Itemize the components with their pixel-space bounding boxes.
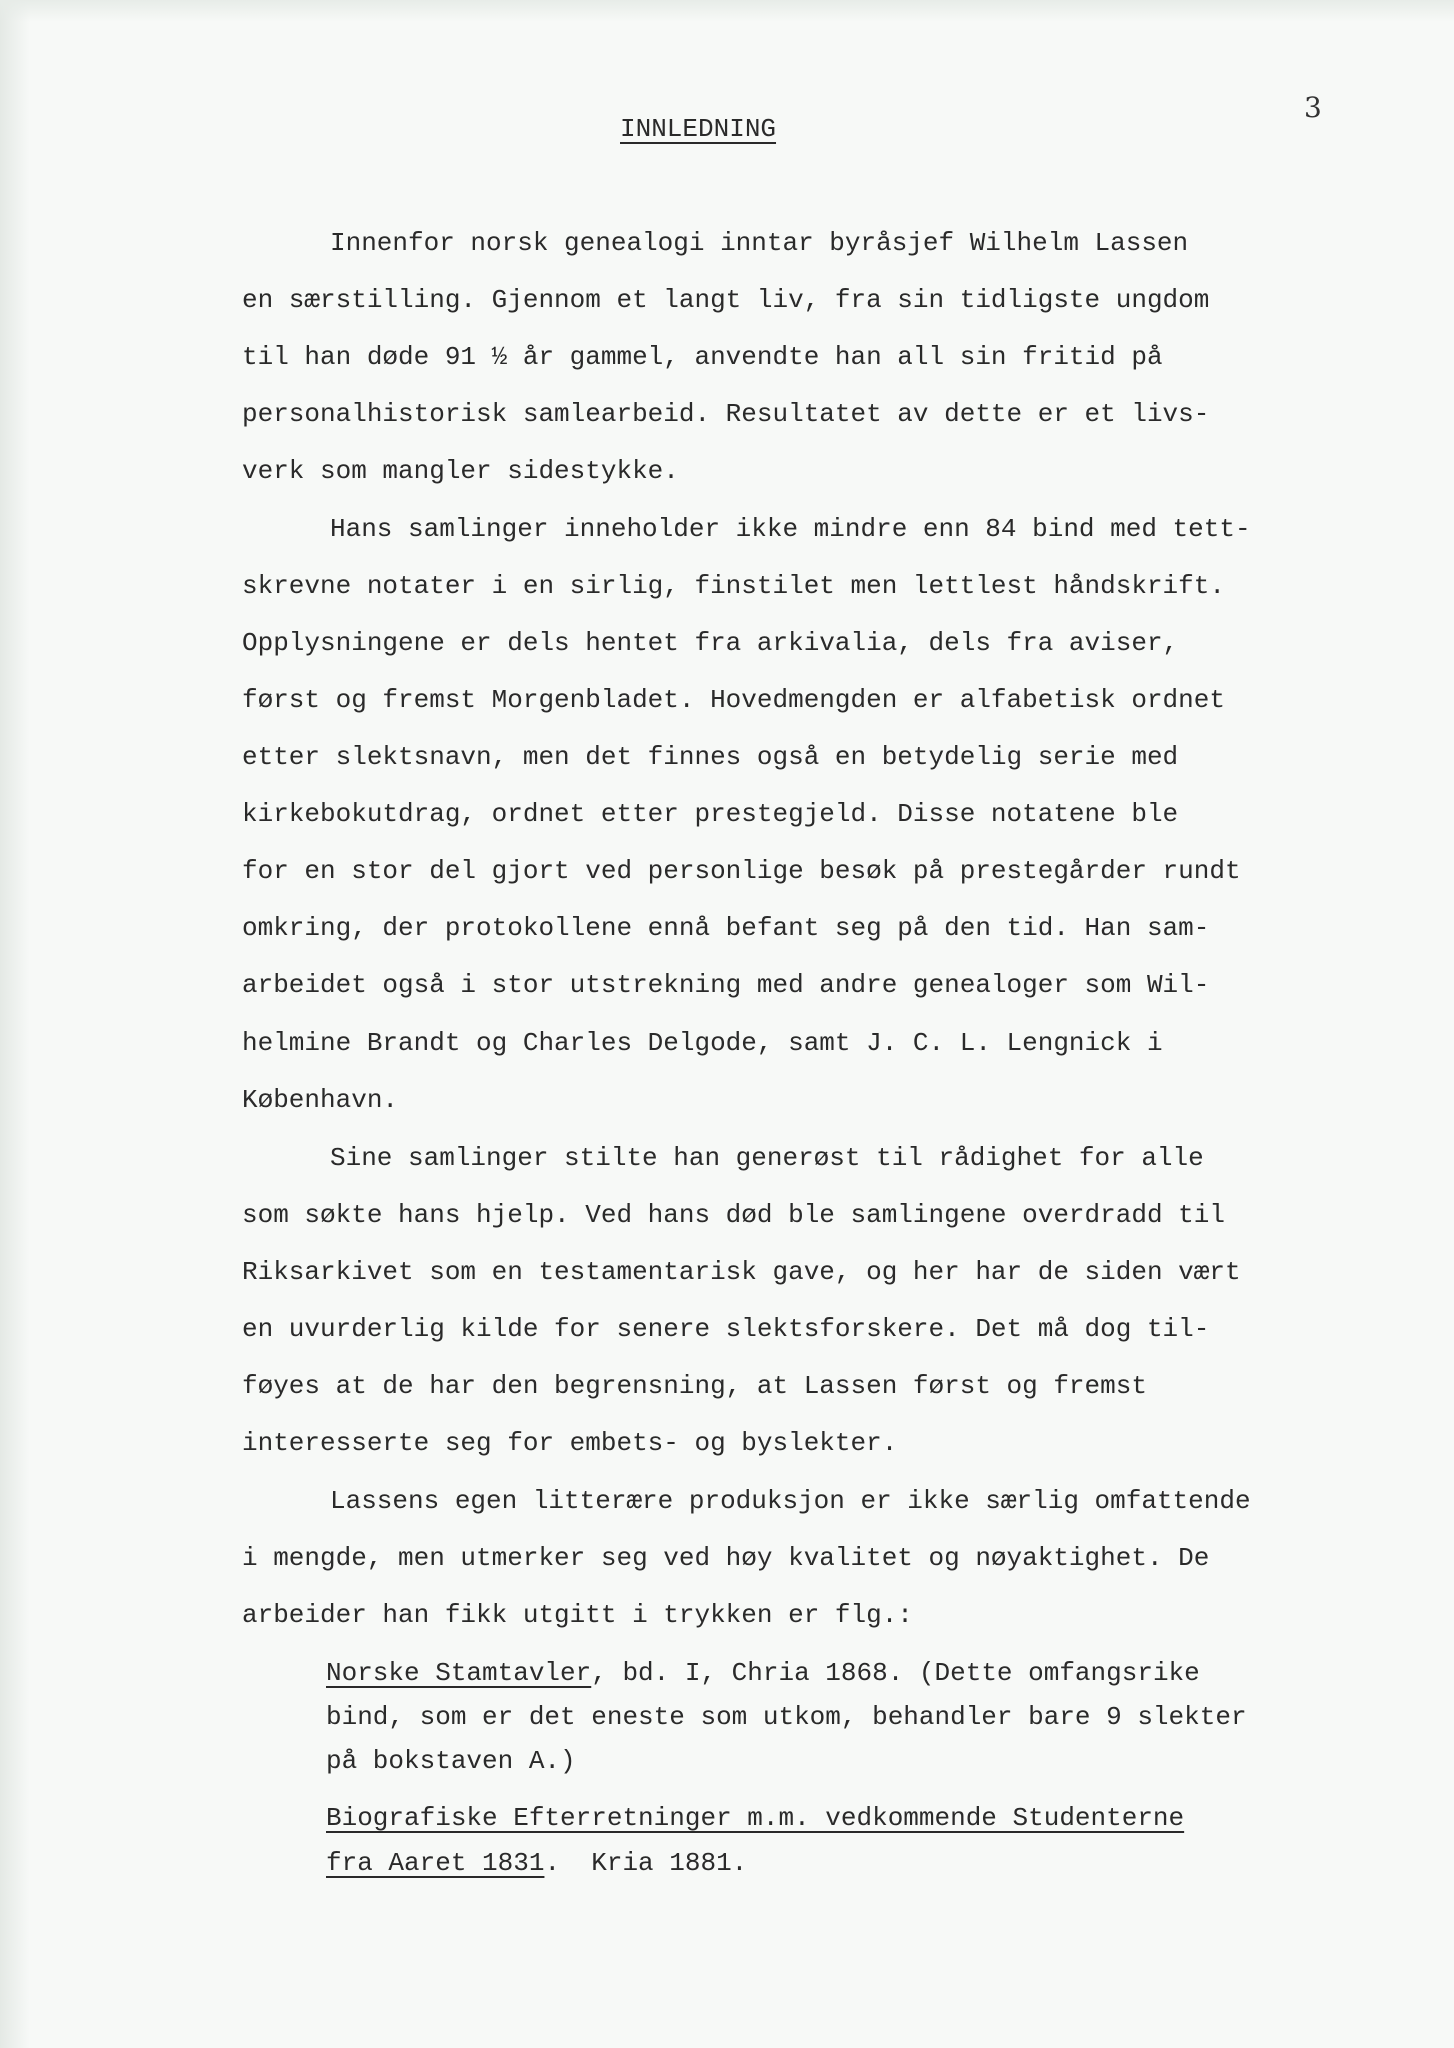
paragraph-3-line-5: føyes at de har den begrensning, at Lassen først og fremst xyxy=(242,1371,1147,1401)
paragraph-2-line-4: først og fremst Morgenbladet. Hovedmengden er alfabetisk ordnet xyxy=(242,685,1225,715)
paragraph-2-line-6: kirkebokutdrag, ordnet etter prestegjeld. Disse notatene ble xyxy=(242,799,1179,829)
page-number: 3 xyxy=(1304,91,1322,124)
paragraph-1-line-1: Innenfor norsk genealogi inntar byråsjef Wilhelm Lassen xyxy=(330,228,1189,258)
document-title: INNLEDNING xyxy=(620,114,777,144)
paragraph-4-line-1: Lassens egen litterære produksjon er ikke særlig omfattende xyxy=(330,1486,1251,1516)
work-2-title-line-1: Biografiske Efterretninger m.m. vedkommende Studenterne xyxy=(326,1803,1185,1833)
work-2-line-2 xyxy=(326,1850,747,1876)
work-1-title: Norske Stamtavler xyxy=(326,1658,592,1688)
work-2-details: . Kria 1881. xyxy=(544,1848,748,1878)
page-edge-shadow xyxy=(0,0,30,2048)
paragraph-2-line-8: omkring, der protokollene ennå befant seg på den tid. Han sam- xyxy=(242,913,1210,943)
work-1-line-3: på bokstaven A.) xyxy=(326,1746,576,1776)
paragraph-2-line-5: etter slektsnavn, men det finnes også en betydelig serie med xyxy=(242,742,1179,772)
paragraph-1-line-3: til han døde 91 ½ år gammel, anvendte han all sin fritid på xyxy=(242,342,1163,372)
paragraph-3-line-1: Sine samlinger stilte han generøst til rådighet for alle xyxy=(330,1143,1204,1173)
paragraph-2-line-11: København. xyxy=(242,1085,399,1115)
paragraph-3-line-3: Riksarkivet som en testamentarisk gave, og her har de siden vært xyxy=(242,1257,1241,1287)
paragraph-3-line-2: som søkte hans hjelp. Ved hans død ble samlingene overdradd til xyxy=(242,1200,1225,1230)
work-2-title-line-2: fra Aaret 1831 xyxy=(326,1848,545,1878)
page-edge-shadow-top xyxy=(0,0,1454,22)
paragraph-2-line-2: skrevne notater i en sirlig, finstilet men lettlest håndskrift. xyxy=(242,571,1225,601)
work-1-details: , bd. I, Chria 1868. (Dette omfangsrike xyxy=(591,1658,1200,1688)
paragraph-4-line-3: arbeider han fikk utgitt i trykken er flg.: xyxy=(242,1600,913,1630)
paragraph-2-line-3: Opplysningene er dels hentet fra arkivalia, dels fra aviser, xyxy=(242,628,1179,658)
paragraph-1-line-2: en særstilling. Gjennom et langt liv, fra sin tidligste ungdom xyxy=(242,285,1210,315)
paragraph-1-line-4: personalhistorisk samlearbeid. Resultatet av dette er et livs- xyxy=(242,399,1210,429)
paragraph-3-line-6: interesserte seg for embets- og byslekter. xyxy=(242,1428,898,1458)
work-1-line-2: bind, som er det eneste som utkom, behandler bare 9 slekter xyxy=(326,1702,1247,1732)
paragraph-3-line-4: en uvurderlig kilde for senere slektsforskere. Det må dog til- xyxy=(242,1314,1210,1344)
paragraph-2-line-7: for en stor del gjort ved personlige besøk på prestegårder rundt xyxy=(242,856,1241,886)
paragraph-2-line-1: Hans samlinger inneholder ikke mindre enn 84 bind med tett- xyxy=(330,514,1251,544)
paragraph-2-line-10: helmine Brandt og Charles Delgode, samt J. C. L. Lengnick i xyxy=(242,1028,1163,1058)
paragraph-2-line-9: arbeidet også i stor utstrekning med andre genealoger som Wil- xyxy=(242,970,1210,1000)
paragraph-4-line-2: i mengde, men utmerker seg ved høy kvalitet og nøyaktighet. De xyxy=(242,1543,1210,1573)
paragraph-1-line-5: verk som mangler sidestykke. xyxy=(242,456,679,486)
work-1-line-1 xyxy=(326,1660,1200,1686)
